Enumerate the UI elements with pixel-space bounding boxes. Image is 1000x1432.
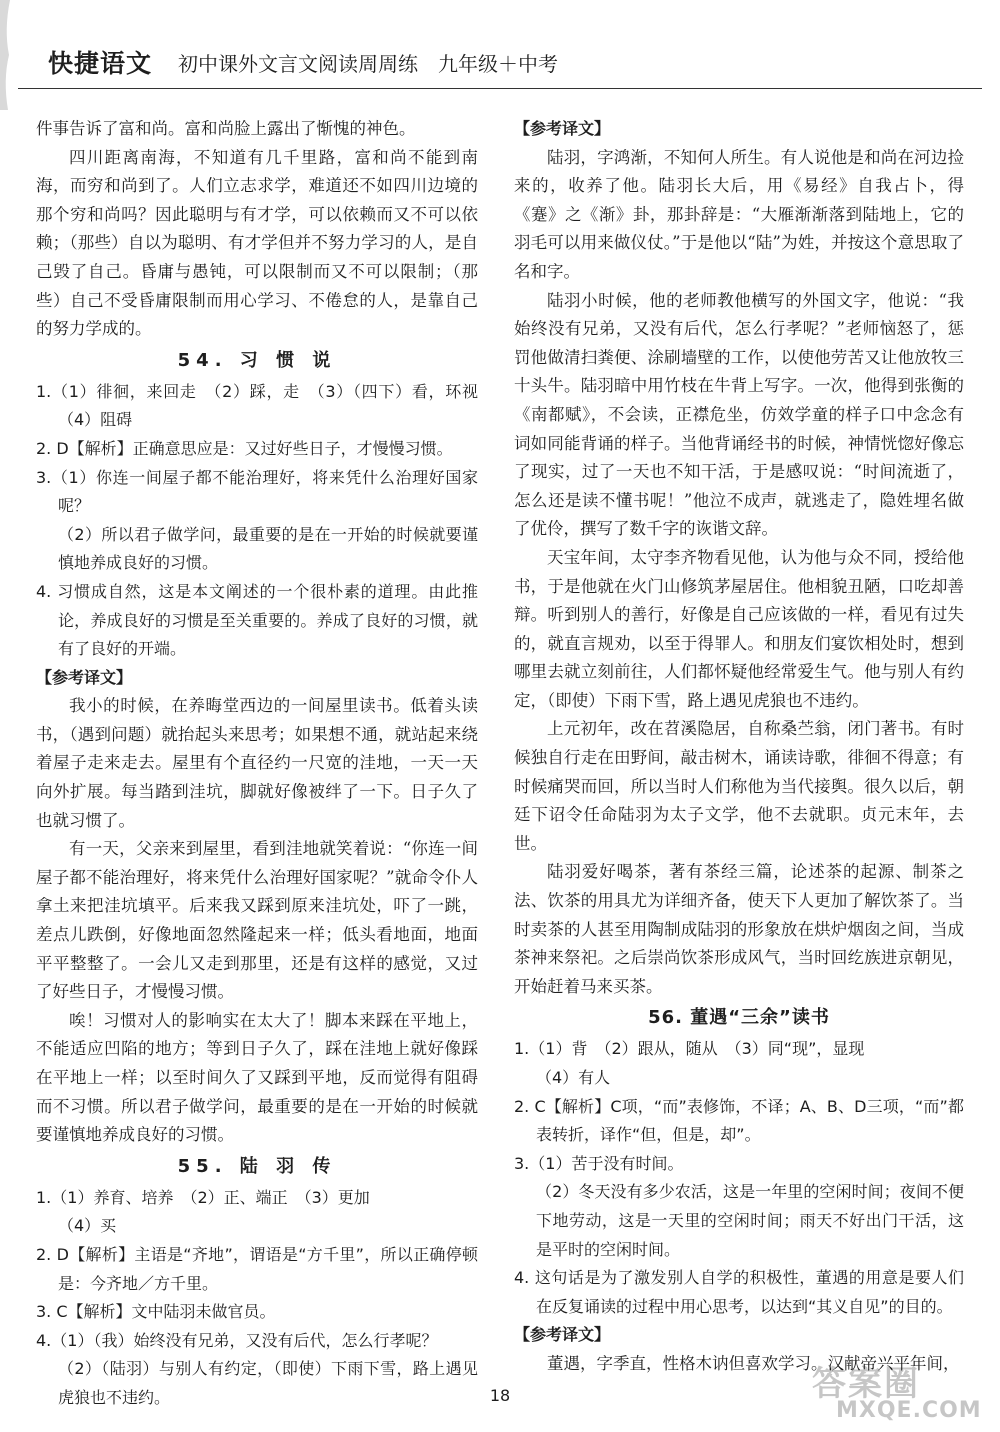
paragraph: 陆羽爱好喝茶，著有茶经三篇，论述茶的起源、制茶之法、饮茶的用具尤为详细齐备，使天下人更加了解饮茶了。当时卖茶的人甚至用陶制成陆羽的形象放在烘炉烟囱之间，当成茶神来祭祀。之后崇尚饮茶形成风气，当时回纥族进京朝见，开始赶着马来买茶。 [514,862,964,996]
page-header [18,36,982,89]
paragraph: 有一天，父亲来到屋里，看到洼地就笑着说：“你连一间屋子都不能治理好，将来凭什么治理好国家呢？”就命令仆人拿土来把洼坑填平。后来我又踩到原来洼坑处，吓了一跳，差点儿跌倒，好像地面忽然隆起来一样；低头看地面，地面平平整整了。一会儿又走到那里，还是有这样的感觉，又过了好些日子，才慢慢习惯。 [36,839,478,1002]
watermark-logo-text: 答案圈 [812,1364,920,1404]
paragraph: 我小的时候，在养晦堂西边的一间屋里读书。低着头读书，（遇到问题）就抬起头来思考；如果想不通，就站起来绕着屋子走来走去。屋里有个直径约一尺宽的洼地，一天一天向外扩展。每当踏到洼坑，脚就好像被绊了一下。日子久了也就习惯了。 [36,696,478,830]
answer-subitem: （2）冬天没有多少农活，这是一年里的空闲时间；夜间不便下地劳动，这是一天里的空闲时间；雨天不好出门干活，这是平时的空闲时间。 [536,1182,964,1259]
answer-subitem: （4）有人 [536,1068,611,1087]
paragraph: 上元初年，改在苕溪隐居，自称桑苎翁，闭门著书。有时候独自行走在田野间，敲击树木，诵读诗歌，徘徊不得意；有时候痛哭而回，所以当时人们称他为当代接舆。很久以后，朝廷下诏令任命陆羽为太子文学，他不去就职。贞元末年，去世。 [514,719,964,853]
answer-subitem: （2）所以君子做学问，最重要的是在一开始的时候就要谨慎地养成良好的习惯。 [58,524,478,573]
answer-item: 2. D【解析】主语是“齐地”，谓语是“方千里”，所以正确停顿是：今齐地／方千里。 [36,1244,478,1293]
answer-item: 4. 习惯成自然，这是本文阐述的一个很朴素的道理。由此推论，养成良好的习惯是至关重要的。养成了良好的习惯，就有了良好的开端。 [36,581,478,659]
section-title-56: 56. 董遇“三余”读书 [648,1007,830,1029]
reference-translation-heading: 【参考译文】 [514,1325,611,1345]
paragraph: 件事告诉了富和尚。富和尚脸上露出了惭愧的神色。 [36,119,416,138]
answer-item: 3.（1）你连一间屋子都不能治理好，将来凭什么治理好国家呢？ [36,467,478,516]
paragraph: 陆羽小时候，他的老师教他横写的外国文字，他说：“我始终没有兄弟，又没有后代，怎么行孝呢？”老师恼怒了，惩罚他做清扫粪便、涂刷墙壁的工作，以使他劳苦又让他放牧三十头牛。陆羽暗中用竹枝在牛背上写字。一次，他得到张衡的《南都赋》，不会读，正襟危坐，仿效学童的样子口中念念有词如同能背诵的样子。当他背诵经书的时候，神情恍惚好像忘了现实，过了一天也不知干活，于是感叹说：“时间流逝了，怎么还是读不懂书呢！”他泣不成声，就逃走了，隐姓埋名做了优伶，撰写了数千字的诙谐文辞。 [514,290,964,539]
answer-item: 4.（1）（我）始终没有兄弟，又没有后代，怎么行孝呢？ [36,1330,438,1350]
reference-translation-heading: 【参考译文】 [36,667,133,687]
answer-item: 3. C【解析】文中陆羽未做官员。 [36,1302,276,1322]
paragraph: 唉！习惯对人的影响实在太大了！脚本来踩在平地上，不能适应凹陷的地方；等到日子久了，踩在洼地上就好像踩在平地上一样；以至时间久了又踩到平地，反而觉得有阻碍而不习惯。所以君子做学问，最重要的是在一开始的时候就要谨慎地养成良好的习惯。 [36,1010,478,1145]
section-title-54: 54. 习 惯 说 [177,349,337,371]
answer-item: 2. D【解析】正确意思应是：又过好些日子，才慢慢习惯。 [36,438,453,458]
answer-item: 1.（1）养育、培养 （2）正、端正 （3）更加 [36,1187,370,1207]
reference-translation-heading: 【参考译文】 [514,119,611,138]
answer-item: 2. C【解析】C项，“而”表修饰，不译；A、B、D三项，“而”都表转折，译作“但，但是，却”。 [514,1096,964,1145]
book-subtitle: 初中课外文言文阅读周周练 九年级＋中考 [178,52,558,76]
watermark-logo [806,1356,996,1426]
paragraph: 四川距离南海，不知道有几千里路，富和尚不能到南海，而穷和尚到了。人们立志求学，难道还不如四川边境的那个穷和尚吗？因此聪明与有才学，可以依赖而又不可以依赖；（那些）自以为聪明、有才学但并不努力学习的人，是自己毁了自己。昏庸与愚钝，可以限制而又不可以限制；（那些）自己不受昏庸限制而用心学习、不倦怠的人，是靠自己的努力学成的。 [36,147,478,339]
section-title-55: 55. 陆 羽 传 [177,1155,337,1177]
answer-item: 3.（1）苦于没有时间。 [514,1153,684,1173]
paragraph: 董遇，字季直，性格木讷但喜欢学习。汉献帝兴平年间， [547,1353,960,1373]
left-column [36,115,495,1413]
answer-subitem: （2）（陆羽）与别人有约定，（即使）下雨下雪，路上遇见虎狼也不违约。 [58,1359,478,1407]
answer-item: 1.（1）徘徊，来回走 （2）踩，走 （3）（四下）看，环视 （4）阻碍 [36,381,495,430]
answer-subitem: （4）买 [58,1216,117,1236]
watermark-url: MXQE.COM [836,1398,982,1423]
brand-title: 快捷语文 [48,49,153,78]
right-column [514,115,964,1379]
page-number: 18 [489,1386,511,1405]
paragraph: 陆羽，字鸿渐，不知何人所生。有人说他是和尚在河边捡来的，收养了他。陆羽长大后，用《易经》自我占卜，得《蹇》之《渐》卦，那卦辞是：“大雁渐渐落到陆地上，它的羽毛可以用来做仪仗。”于是他以“陆”为姓，并按这个意思取了名和字。 [514,147,964,281]
answer-item: 4. 这句话是为了激发别人自学的积极性，董遇的用意是要人们在反复诵读的过程中用心思考，以达到“其义自见”的目的。 [514,1268,964,1316]
page-edge-decoration [0,0,14,110]
paragraph: 天宝年间，太守李齐物看见他，认为他与众不同，授给他书，于是他就在火门山修筑茅屋居住。他相貌丑陋，口吃却善辩。听到别人的善行，好像是自己应该做的一样，看见有过失的，就直言规劝，以至于得罪人。和朋友们宴饮相处时，想到哪里去就立刻前往，人们都怀疑他经常爱生气。他与别人有约定，（即使）下雨下雪，路上遇见虎狼也不违约。 [514,547,964,710]
answer-item: 1.（1）背 （2）跟从，随从 （3）同“现”，显现 [514,1039,865,1059]
